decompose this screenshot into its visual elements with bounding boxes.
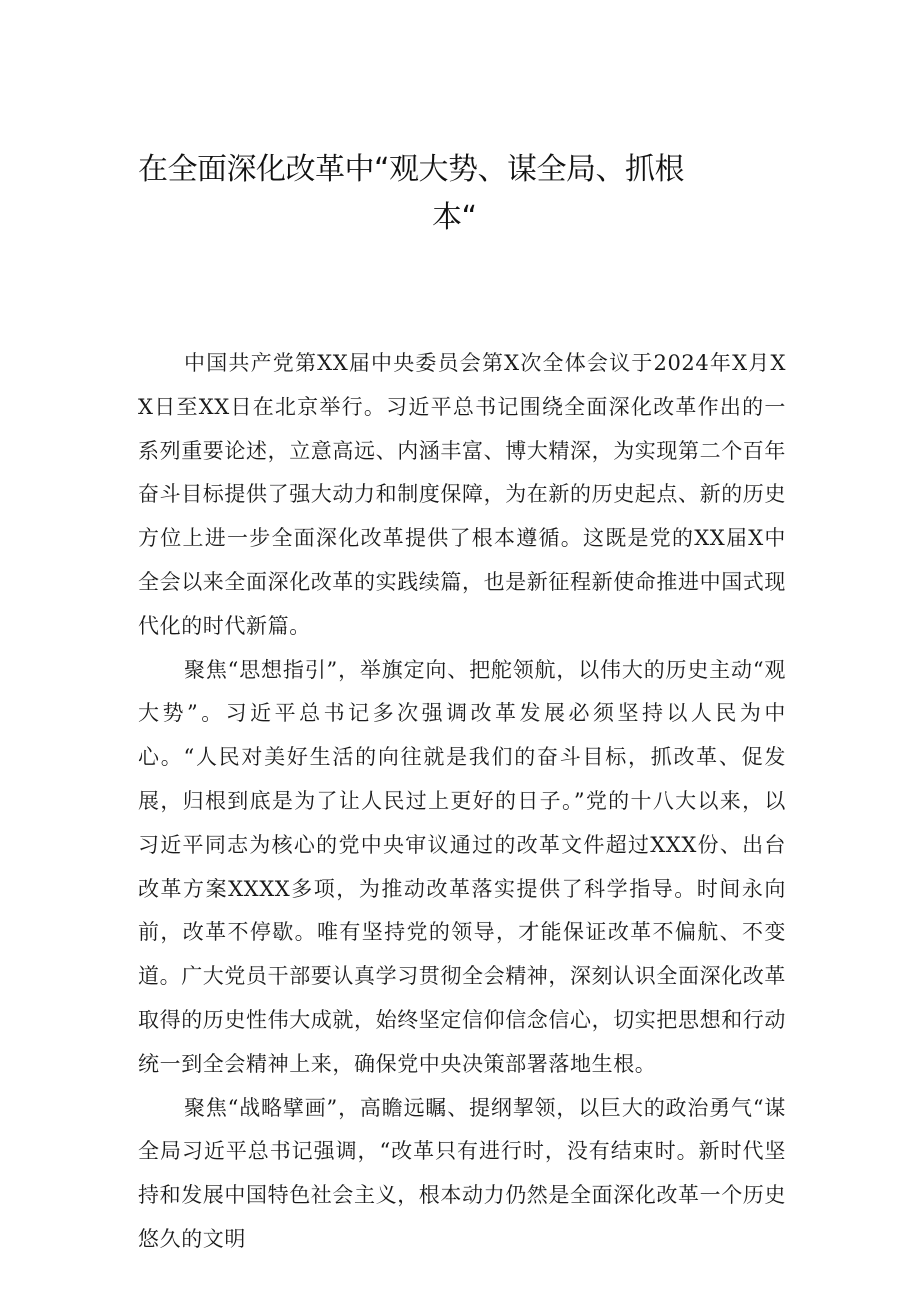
paragraph-1: 中国共产党第XX届中央委员会第X次全体会议于2024年X月XX日至XX日在北京举行。习近平总书记围绕全面深化改革作出的一系列重要论述，立意高远、内涵丰富、博大精深，为实现第二个百年奋斗目标提供了强大动力和制度保障，为在新的历史起点、新的历史方位上进一步全面深化改革提供了根本遵循。这既是党的XX届X中全会以来全面深化改革的实践续篇，也是新征程新使命推进中国式现代化的时代新篇。 xyxy=(138,351,786,638)
document-title-line-2: 本“ xyxy=(432,200,477,235)
paragraph-2: 聚焦“思想指引”，举旗定向、把舵领航，以伟大的历史主动“观大势”。习近平总书记多次强调改革发展必须坚持以人民为中心。“人民对美好生活的向往就是我们的奋斗目标，抓改革、促发展，归根到底是为了让人民过上更好的日子。”党的十八大以来，以习近平同志为核心的党中央审议通过的改革文件超过XXX份、出台改革方案XXXX多项，为推动改革落实提供了科学指导。时间永向前，改革不停歇。唯有坚持党的领导，才能保证改革不偏航、不变道。广大党员干部要认真学习贯彻全会精神，深刻认识全面深化改革取得的历史性伟大成就，始终坚定信仰信念信心，切实把思想和行动统一到全会精神上来，确保党中央决策部署落地生根。 xyxy=(138,657,786,1076)
document-body xyxy=(138,342,786,1262)
paragraph-3: 聚焦“战略擘画”，高瞻远瞩、提纲挈领，以巨大的政治勇气“谋全局习近平总书记强调，“改革只有进行时，没有结束时。新时代坚持和发展中国特色社会主义，根本动力仍然是全面深化改革一个历史悠久的文明 xyxy=(138,1095,786,1251)
document-title-line-1: 在全面深化改革中“观大势、谋全局、抓根 xyxy=(138,152,685,187)
